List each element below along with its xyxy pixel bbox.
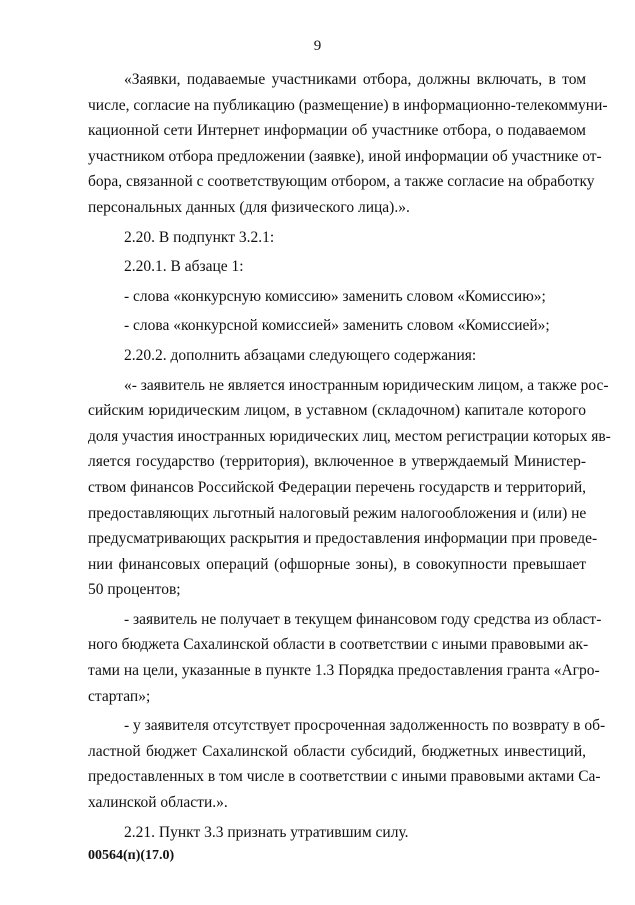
text-line: сийским юридическим лицом, в уставном (складочном) капитале которого — [88, 402, 586, 420]
text-line: халинской области.». — [88, 794, 228, 812]
text-line: «Заявки, подаваемые участниками отбора, должны включать, в том — [124, 71, 586, 88]
text-line: 2.20.2. дополнить абзацами следующего содержания: — [124, 346, 477, 364]
text-line: «- заявитель не является иностранным юридическим лицом, а также рос- — [124, 376, 609, 394]
text-line: предоставляющих льготный налоговый режим налогообложения и (или) не — [88, 504, 587, 522]
text-line: персональных данных (для физического лица).». — [88, 198, 410, 216]
text-line: ством финансов Российской Федерации перечень государств и территорий, — [88, 478, 586, 496]
text-line: 2.21. Пункт 3.3 признать утратившим силу. — [124, 823, 409, 841]
text-line: - заявитель не получает в текущем финансовом году средства из област- — [124, 610, 602, 628]
text-line: ластной бюджет Сахалинской области субсидий, бюджетных инвестиций, — [88, 742, 586, 760]
text-line: нии финансовых операций (офшорные зоны), в совокупности превышает — [88, 555, 586, 573]
text-line: стартап»; — [88, 687, 151, 705]
text-line: бора, связанной с соответствующим отбором, а также согласие на обработку — [88, 173, 595, 191]
text-line: ляется государство (территория), включенное в утверждаемый Министер- — [88, 453, 586, 471]
text-line: - слова «конкурсной комиссией» заменить словом «Комиссией»; — [124, 317, 550, 335]
text-line: участником отбора предложении (заявке), иной информации об участнике от- — [88, 147, 602, 165]
page-number: 9 — [313, 38, 322, 54]
text-line: ного бюджета Сахалинской области в соответствии с иными правовыми ак- — [88, 636, 589, 654]
text-line: 50 процентов; — [88, 581, 181, 599]
document-body — [88, 67, 611, 849]
text-line: 2.20. В подпункт 3.2.1: — [124, 228, 275, 246]
text-line: тами на цели, указанные в пункте 1.3 Порядка предоставления гранта «Агро- — [88, 662, 600, 680]
text-line: - слова «конкурсную комиссию» заменить словом «Комиссию»; — [124, 287, 546, 305]
text-line: - у заявителя отсутствует просроченная задолженность по возврату в об- — [124, 717, 606, 735]
text-line: кационной сети Интернет информации об участнике отбора, о подаваемом — [88, 122, 586, 140]
text-line: предоставленных в том числе в соответствии с иными правовыми актами Са- — [88, 768, 601, 786]
text-line: числе, согласие на публикацию (размещение) в информационно-телекоммуни- — [88, 96, 608, 114]
text-line: 2.20.1. В абзаце 1: — [124, 258, 244, 276]
document-code: 00564(п)(17.0) — [88, 848, 175, 863]
text-line: доля участия иностранных юридических лиц, местом регистрации которых яв- — [88, 427, 611, 445]
text-line: предусматривающих раскрытия и предоставления информации при проведе- — [88, 530, 598, 548]
